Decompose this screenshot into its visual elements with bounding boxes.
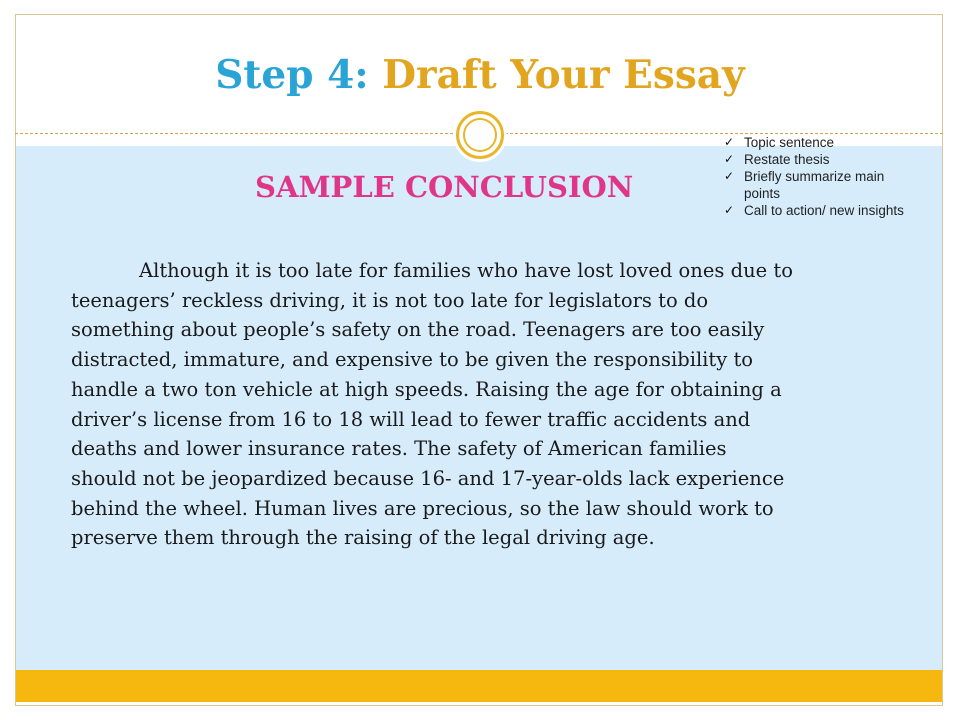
paragraph-line: preserve them through the raising of the legal driving age. <box>71 526 655 550</box>
paragraph-line: should not be jeopardized because 16- and 17-year-olds lack experience <box>71 466 785 490</box>
paragraph-line: Although it is too late for families who have lost loved ones due to <box>139 259 793 282</box>
paragraph-line: teenagers’ reckless driving, it is not too late for legislators to do <box>71 288 709 312</box>
checklist-item-label: Call to action/ new insights <box>744 203 904 218</box>
title-accent: Draft Your Essay <box>382 52 745 98</box>
checklist-item-label: Topic sentence <box>744 135 835 150</box>
check-icon: ✓ <box>724 169 735 183</box>
paragraph-line: something about people’s safety on the road. Teenagers are too easily <box>71 318 765 342</box>
check-icon: ✓ <box>724 203 735 217</box>
check-icon: ✓ <box>724 135 735 149</box>
paragraph-line: deaths and lower insurance rates. The safety of American families <box>71 437 727 461</box>
paragraph-line: behind the wheel. Human lives are precious, so the law should work to <box>71 496 774 520</box>
check-icon: ✓ <box>724 152 735 166</box>
footer-bar <box>16 670 942 702</box>
sample-conclusion-paragraph <box>71 256 931 553</box>
checklist-item-label: Restate thesis <box>744 152 830 167</box>
paragraph-line: driver’s license from 16 to 18 will lead to fewer traffic accidents and <box>71 407 751 431</box>
checklist-item <box>722 202 922 219</box>
paragraph-line: handle a two ton vehicle at high speeds. Raising the age for obtaining a <box>71 377 782 401</box>
checklist-item-label: Briefly summarize main points <box>744 169 885 201</box>
title-prefix: Step 4: <box>215 52 383 98</box>
checklist-item <box>722 151 922 168</box>
checklist-item <box>722 134 922 151</box>
slide-title <box>0 52 960 98</box>
ring-ornament-inner <box>463 118 497 152</box>
checklist-item <box>722 168 922 202</box>
conclusion-checklist <box>722 134 922 219</box>
section-heading: SAMPLE CONCLUSION <box>255 170 634 204</box>
paragraph-line: distracted, immature, and expensive to be given the responsibility to <box>71 348 754 372</box>
